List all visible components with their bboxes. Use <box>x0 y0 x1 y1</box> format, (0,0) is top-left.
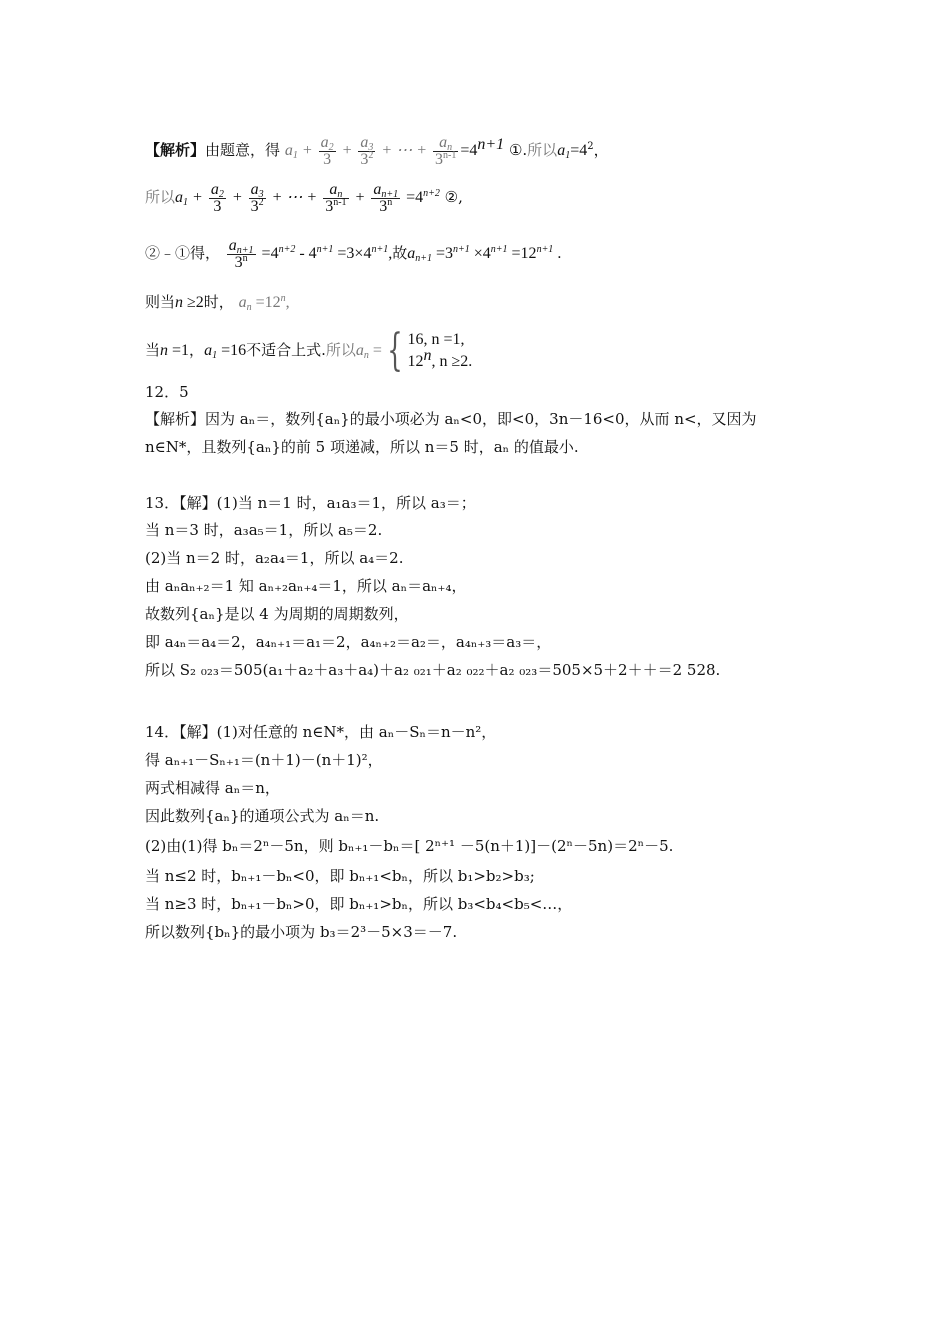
eq1-rhs: $=4^{n+1}$ <box>460 136 505 160</box>
p13-line1: 13．【解】(1)当 n＝1 时，a₁a₃＝1，所以 a₃＝； <box>145 494 476 512</box>
p13-line5: 故数列{aₙ}是以 4 为周期的周期数列， <box>145 605 409 623</box>
analysis-heading: 【解析】 <box>145 141 206 160</box>
p14-line6: 当 n≤2 时，bₙ₊₁－bₙ<0，即 bₙ₊₁<bₙ，所以 b₁>b₂>b₃; <box>145 867 535 885</box>
p13-line4: 由 aₙaₙ₊₂＝1 知 aₙ₊₂aₙ₊₄＝1，所以 aₙ＝aₙ₊₄， <box>145 577 467 595</box>
p12-number: 12．5 <box>145 383 189 401</box>
eq3: $\frac{a_{n+1}}{3^n}$ $=4^{n+2} - 4^{n+1} =3\times 4^{n+1}$, <box>228 237 393 271</box>
p14-line1: 14．【解】(1)对任意的 n∈N*，由 aₙ－Sₙ＝n－n²， <box>145 723 497 741</box>
p11-line5: 当n =1，$a_1 =16$不适合上式.所以$a_n$ = { 16, n =1, 12$^n$, n ≥2. <box>145 325 473 376</box>
p13-line6: 即 a₄ₙ＝a₄＝2，a₄ₙ₊₁＝a₁＝2，a₄ₙ₊₂＝a₂＝，a₄ₙ₊₃＝a₃＝， <box>145 633 552 651</box>
p14-line4: 因此数列{aₙ}的通项公式为 aₙ＝n. <box>145 807 380 825</box>
p12-line1: 【解析】因为 aₙ＝，数列{aₙ}的最小项必为 aₙ<0，即<0，3n－16<0，从而 n<，又因为 <box>145 410 757 428</box>
p13-line3: (2)当 n＝2 时，a₂a₄＝1，所以 a₄＝2. <box>145 549 404 567</box>
circle-one: ①. <box>508 141 528 160</box>
p11-text-so1: 所以 <box>527 141 558 160</box>
p14-line2: 得 aₙ₊₁－Sₙ₊₁＝(n＋1)－(n＋1)²， <box>145 751 383 769</box>
p11-line1: 【解析】由题意，得 $a_1$ + $\frac{a_2}{3}$ + $\frac{a_3}{3^2}$ + ⋯ + $\frac{a_n}{3^{n-1}}$ $=4^{n+1}$ ①.所以$a_1=4^2$， <box>145 134 609 168</box>
p14-line8: 所以数列{bₙ}的最小项为 b₃＝2³－5×3＝－7. <box>145 923 458 941</box>
p11-line3: ②﹣①得， $\frac{a_{n+1}}{3^n}$ $=4^{n+2} - 4^{n+1} =3\times 4^{n+1}$,故$a_{n+1} =3^{n+1} \times 4^{n+1} =12^{n+1}$ . <box>145 237 562 271</box>
circle-two: ②, <box>444 188 463 207</box>
p11-text-since: 由题意，得 <box>205 141 281 160</box>
eq1-lhs: $a_1$ + $\frac{a_2}{3}$ + $\frac{a_3}{3^2}$ + ⋯ + $\frac{a_n}{3^{n-1}}$ <box>284 134 457 168</box>
p13-line2: 当 n＝3 时，a₃a₅＝1，所以 a₅＝2. <box>145 521 383 539</box>
p14-line5: (2)由(1)得 bₙ＝2ⁿ－5n，则 bₙ₊₁－bₙ＝[ 2ⁿ⁺¹ －5(n＋1)]－(2ⁿ－5n)＝2ⁿ－5. <box>145 837 674 855</box>
p12-line2: n∈N*，且数列{aₙ}的前 5 项递减，所以 n＝5 时，aₙ 的值最小. <box>145 438 579 456</box>
p14-line7: 当 n≥3 时，bₙ₊₁－bₙ>0，即 bₙ₊₁>bₙ，所以 b₃<b₄<b₅<…， <box>145 895 573 913</box>
p11-text-minus: ②﹣①得， <box>145 244 221 263</box>
piecewise-cases: 16, n =1, 12$^n$, n ≥2. <box>407 331 473 370</box>
eq2: $a_1$ + $\frac{a_2}{3}$ + $\frac{a_3}{3^2}$ + ⋯ + $\frac{a_n}{3^{n-1}}$ + $\frac{a_{n+1}}{3^n}$ $=4^{n+2}$ <box>175 181 440 215</box>
p11-line2 <box>145 182 463 215</box>
p11-text-so2: 所以 <box>145 188 176 207</box>
p14-line3: 两式相减得 aₙ＝n， <box>145 779 280 797</box>
p13-line7: 所以 S₂ ₀₂₃＝505(a₁＋a₂＋a₃＋a₄)＋a₂ ₀₂₁＋a₂ ₀₂₂＋a₂ ₀₂₃＝505×5＋2＋＋＝2 528. <box>145 661 721 679</box>
eq4: $a_{n+1} =3^{n+1} \times 4^{n+1} =12^{n+1}$ . <box>407 244 562 265</box>
cases-brace: { <box>387 325 403 376</box>
p11-line4: 则当n ≥2时， $a_n =12^n$, <box>145 293 290 313</box>
